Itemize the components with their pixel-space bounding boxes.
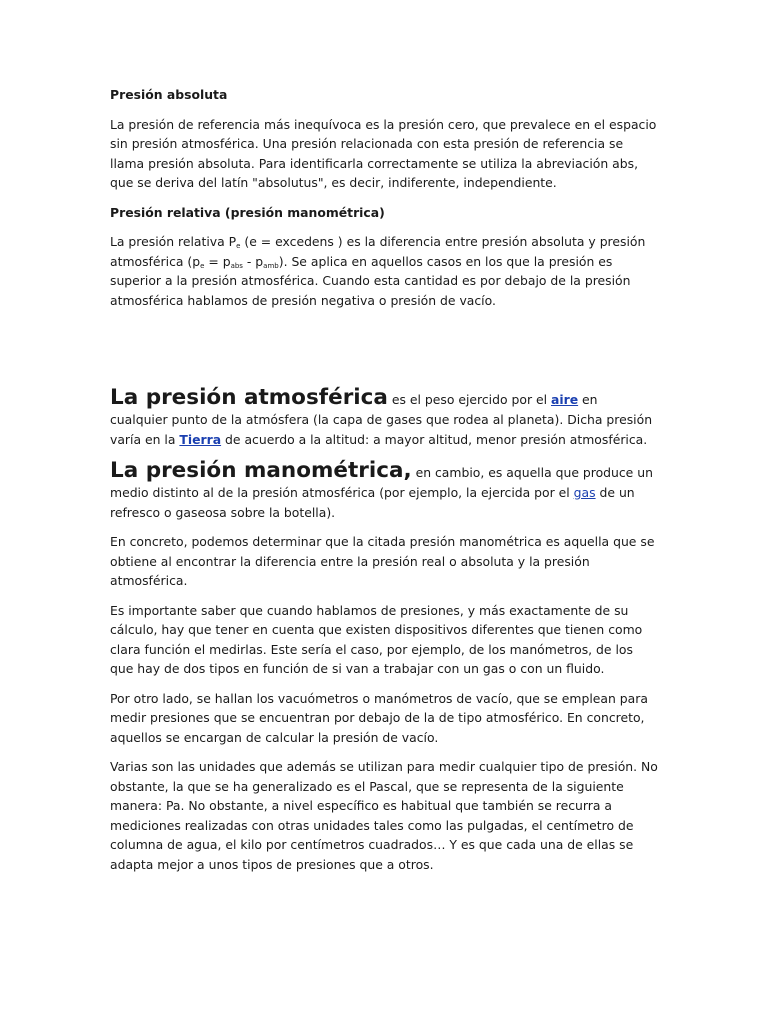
text-fragment: (e = excedens ) es la diferencia entre presión absoluta y presión atmosférica (p: [110, 234, 646, 269]
heading-presion-relativa: Presión relativa (presión manométrica): [110, 204, 385, 220]
paragraph-presion-relativa: [110, 232, 658, 310]
big-heading-presion-manometrica: La presión manométrica,: [110, 458, 412, 483]
paragraph-presion-manometrica: [110, 459, 658, 522]
text-fragment: La presión relativa P: [110, 234, 237, 249]
link-aire[interactable]: aire: [550, 392, 579, 407]
heading-presion-absoluta: Presión absoluta: [110, 87, 228, 102]
text-fragment: de acuerdo a la altitud: a mayor altitud, menor presión atmosférica.: [221, 431, 648, 447]
text-fragment: es el peso ejercido por el: [387, 392, 551, 407]
paragraph-presion-absoluta: La presión de referencia más inequívoca es la presión cero, que prevalece en el espacio sin presión atmosférica. Una presión relacionada con esta presión de referencia se llama presión absoluta. Para identificarla correctamente se utiliza la abreviación abs, que se deriva del latín "absolutus", es decir, indiferente, independiente.: [110, 116, 657, 190]
paragraph-varias-unidades: Varias son las unidades que además se utilizan para medir cualquier tipo de presión. No obstante, la que se ha generalizado es el Pascal, que se representa de la siguiente manera: Pa. No obstante, a nivel específico es habitual que también se recurra a mediciones realizadas con otras unidades tales como las pulgadas, el centímetro de columna de agua, el kilo por centímetros cuadrados… Y es que cada una de ellas se adapta mejor a unos tipos de presiones que a otros.: [110, 759, 658, 872]
paragraph-es-importante: Es importante saber que cuando hablamos de presiones, y más exactamente de su cálculo, hay que tener en cuenta que existen dispositivos diferentes que tienen como clara función el medirlas. Este sería el caso, por ejemplo, de los manómetros, de los que hay de dos tipos en función de si van a trabajar con un gas o con un fluido.: [110, 602, 643, 676]
link-tierra[interactable]: Tierra: [179, 431, 222, 447]
text-fragment: en cambio, es aquella que produce un medio distinto al de la presión atmosférica (por ejemplo, la ejercida por el: [110, 465, 653, 500]
subscript-e: e: [236, 242, 241, 250]
subscript-abs: abs: [230, 261, 243, 270]
text-fragment: de un refresco o gaseosa sobre la botella).: [110, 485, 635, 520]
link-gas[interactable]: gas: [573, 485, 596, 500]
text-fragment: ). Se aplica en aquellos casos en los que la presión es superior a la presión atmosférica. Cuando esta cantidad es por debajo de la presión atmosférica hablamos de presión negativa o presión de vacío.: [110, 253, 631, 308]
vertical-gap: [110, 320, 658, 386]
big-heading-presion-atmosferica: La presión atmosférica: [110, 385, 388, 410]
text-fragment: en cualquier punto de la atmósfera (la capa de gases que rodea al planeta). Dicha presión varía en la: [110, 392, 653, 447]
text-fragment: - p: [242, 253, 264, 269]
document-page: [110, 85, 658, 884]
subscript-e: e: [200, 261, 205, 270]
paragraph-presion-atmosferica: [110, 386, 658, 449]
paragraph-por-otro-lado: Por otro lado, se hallan los vacuómetros o manómetros de vacío, que se emplean para medir presiones que se encuentran por debajo de la de tipo atmosférico. En concreto, aquellos se encargan de calcular la presión de vacío.: [110, 690, 648, 745]
text-fragment: = p: [204, 253, 231, 269]
paragraph-en-concreto: En concreto, podemos determinar que la citada presión manométrica es aquella que se obtiene al encontrar la diferencia entre la presión real o absoluta y la presión atmosférica.: [110, 534, 655, 588]
subscript-amb: amb: [263, 261, 279, 270]
